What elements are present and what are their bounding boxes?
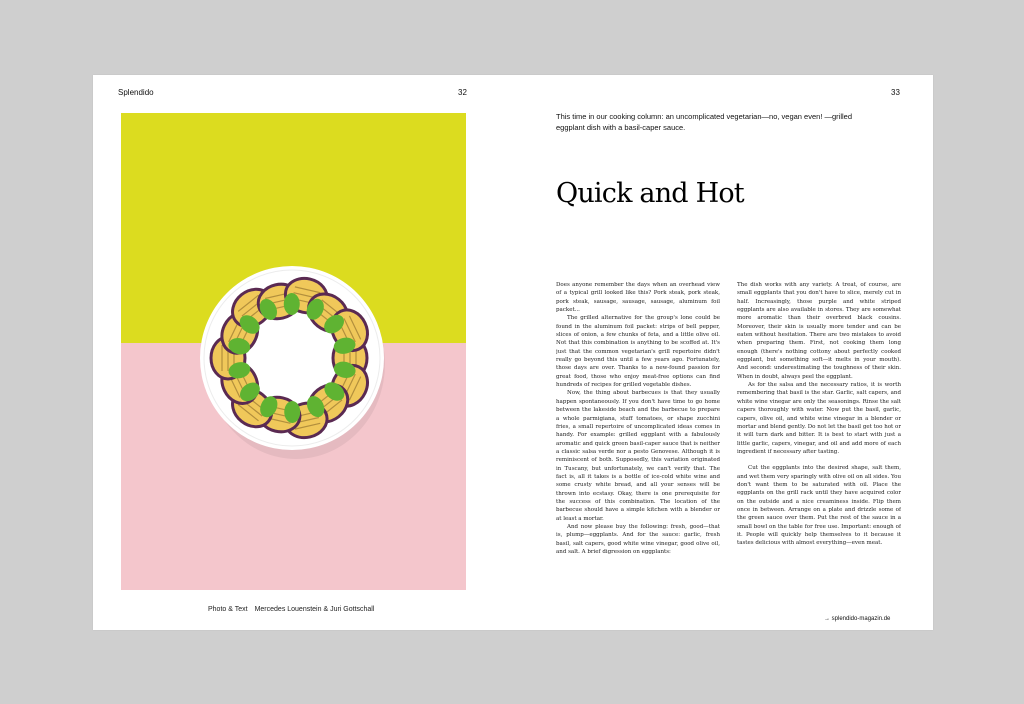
credit-names: Mercedes Louenstein & Juri Gottschall [254, 606, 375, 613]
photo-credit [208, 606, 374, 613]
page-number-right: 33 [891, 88, 900, 97]
paragraph: Does anyone remember the days when an overhead view of a typical grill looked like this? Pork steak, pork steak, pork steak, sausage, sausage, sausage, aluminum foil packet... [556, 282, 720, 314]
article-intro: This time in our cooking column: an uncomplicated vegetarian—no, vegan even! —grilled eggplant dish with a basil-caper sauce. [556, 112, 852, 132]
article-column-2 [737, 281, 901, 597]
page-number-left: 32 [458, 88, 467, 97]
basil-sauce-dollop [284, 293, 300, 315]
paragraph: The grilled alternative for the group's lone could be found in the aluminum foil packet: strips of bell pepper, slices of onion, a few chunks of feta, and a little olive oil. Not that this combination is anything to be scoffed at. It's just that the common vegetarian's grill repertoire didn't really go beyond this until a few years ago. Fortunately, those days are over. Thanks to a new-found passion for great food, those who enjoy meat-free options can find hundreds of recipes for grilled vegetable dishes. [556, 315, 720, 389]
paragraph: Now, the thing about barbecues is that they usually happen spontaneously. If you don't have time to go home between the lakeside beach and the barbecue to prepare a whole parmigiana, stuff tomatoes, or shape zucchini fries, a small repertoire of uncomplicated ideas comes in handy. For example: grilled eggplant with a fabulously aromatic and quick green basil-caper sauce that is neither a classic salsa verde nor a pesto Genovese. Although it is reminiscent of both. Supposedly, this variation originated in Tuscany, but unfortunately, we can't verify that. The fact is, all it takes is a bottle of ice-cold white wine and some crusty white bread, and all your senses will be thrown into ecstasy. Okay, there is one prerequisite for the success of this combination. The location of the barbecue should have a simple kitchen with a blender or at least a mortar. [556, 390, 720, 522]
food-photo-svg [121, 113, 466, 590]
credit-label: Photo & Text [208, 606, 248, 613]
basil-sauce-dollop [284, 401, 300, 423]
magazine-name: Splendido [118, 88, 154, 97]
article-column-1 [556, 281, 720, 597]
website-link[interactable]: → splendido-magazin.de [824, 616, 891, 622]
paragraph: As for the salsa and the necessary ratios, it is worth remembering that basil is the star. Garlic, salt capers, and white wine vinegar are only the seasonings. Rinse the salt capers thoroughly with water. Now put the basil, garlic, capers, olive oil, and white wine vinegar in a blender or mortar and blend gently. Do not let the basil get too hot or it will turn dark and bitter. It is best to start with just a little garlic, capers, vinegar, and oil and add more of each ingredient if necessary after tasting. [737, 382, 901, 455]
eggplant-dish-photo [121, 113, 466, 590]
paragraph: Cut the eggplants into the desired shape, salt them, and wet them very sparingly with olive oil on all sides. You don't want them to be saturated with oil. Place the eggplants on the grill rack until they have acquired color on the outside and a nice creaminess inside. Flip them once in between. Arrange on a plate and drizzle some of the green sauce over them. Put the rest of the sauce in a small bowl on the table for free use. Important: enough of it. People will quickly help themselves to it because it tastes delicious with almost everything—even meat. [737, 465, 901, 547]
paragraph: The dish works with any variety. A treat, of course, are small eggplants that you don't have to slice, merely cut in half. Increasingly, those purple and white striped eggplants are also available in stores. They are somewhat more aromatic than their overbred black cousins. Moreover, their skin is usually more tender and can be eaten without hesitation. There are two mistakes to avoid when preparing them. First, not cooking them long enough (there's nothing cottony about perfectly cooked eggplant, but something soft—it melts in your mouth). And second: underestimating the toughness of their skin. When in doubt, always peel the eggplant. [737, 282, 901, 380]
article-title: Quick and Hot [556, 178, 744, 209]
paragraph: And now please buy the following: fresh, good—that is, plump—eggplants. And for the sauce: garlic, fresh basil, salt capers, good white wine vinegar, good olive oil, and salt. A brief digression on eggplants: [556, 523, 720, 555]
